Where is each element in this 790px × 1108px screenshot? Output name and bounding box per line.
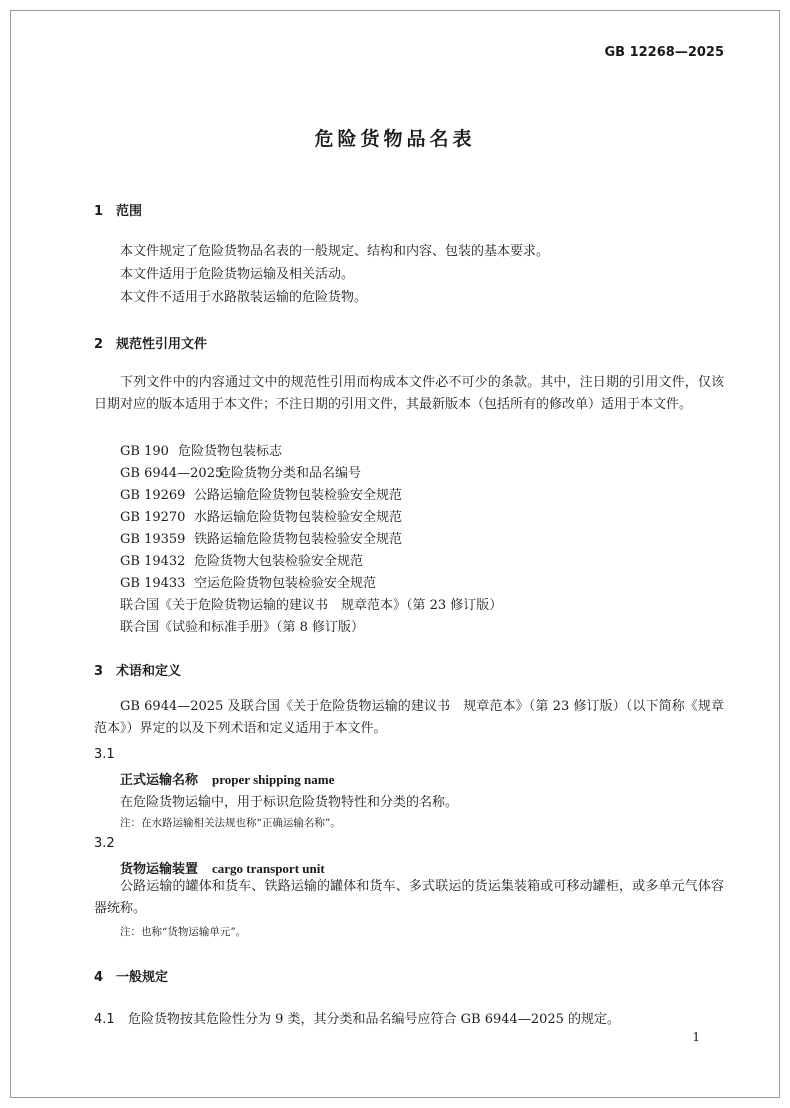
term-definition: 在危险货物运输中，用于标识危险货物特性和分类的名称。 [120,795,459,810]
reference-title: 危险货物大包装检验安全规范 [194,554,364,569]
term-note: 注：在水路运输相关法规也称“正确运输名称”。 [120,817,341,829]
section-4-heading [94,966,168,985]
reference-item [120,484,402,503]
standard-number: GB 12268—2025 [604,45,724,60]
reference-item: 联合国《试验和标准手册》（第 8 修订版） [120,620,365,635]
reference-item [120,440,282,459]
reference-code: GB 190 [120,444,169,459]
reference-item [120,506,402,525]
section-3-intro: GB 6944—2025 及联合国《关于危险货物运输的建议书 规章范本》（第 23 修订版）（以下简称《规章范本》）界定的以及下列术语和定义适用于本文件。 [94,699,724,736]
section-number: 2 [94,337,104,352]
reference-title: 危险货物包装标志 [178,444,283,459]
reference-title: 危险货物分类和品名编号 [218,466,362,481]
term-en: proper shipping name [212,772,335,787]
reference-title: 铁路运输危险货物包装检验安全规范 [194,532,403,547]
reference-code: GB 19433 [120,576,186,591]
section-2-intro: 下列文件中的内容通过文中的规范性引用而构成本文件必不可少的条款。其中，注日期的引用文件，仅该日期对应的版本适用于本文件；不注日期的引用文件，其最新版本（包括所有的修改单）适用于本文件。 [94,375,724,412]
reference-item [120,572,376,591]
term-zh: 货物运输装置 [120,862,199,877]
clause-4-1 [94,1008,620,1027]
reference-code: GB 6944—2025 [120,466,224,481]
reference-code: GB 19359 [120,532,186,547]
page-number: 1 [692,1030,700,1044]
paragraph: 本文件不适用于水路散装运输的危险货物。 [120,290,368,305]
section-number: 3 [94,664,104,679]
term-number: 3.1 [94,747,115,762]
term-heading [120,769,334,788]
section-title: 一般规定 [116,970,169,985]
paragraph: 本文件规定了危险货物品名表的一般规定、结构和内容、包装的基本要求。 [120,244,550,259]
reference-code: GB 19270 [120,510,186,525]
reference-title: 公路运输危险货物包装检验安全规范 [194,488,403,503]
reference-item [120,462,361,481]
reference-title: 空运危险货物包装检验安全规范 [194,576,377,591]
section-3-heading [94,660,181,679]
reference-item [120,550,363,569]
section-title: 术语和定义 [116,664,182,679]
term-en: cargo transport unit [212,861,325,876]
term-note: 注：也称“货物运输单元”。 [120,926,247,938]
reference-item [120,528,402,547]
section-1-heading [94,200,142,219]
section-title: 规范性引用文件 [116,337,208,352]
section-number: 4 [94,970,104,985]
reference-code: GB 19269 [120,488,186,503]
document-title: 危险货物品名表 [314,128,476,150]
term-number: 3.2 [94,836,115,851]
reference-item: 联合国《关于危险货物运输的建议书 规章范本》（第 23 修订版） [120,598,503,613]
reference-code: GB 19432 [120,554,186,569]
section-number: 1 [94,204,104,219]
term-zh: 正式运输名称 [120,773,199,788]
section-2-heading [94,333,207,352]
term-heading [120,858,325,877]
section-title: 范围 [116,204,143,219]
clause-number: 4.1 [94,1012,115,1027]
reference-title: 水路运输危险货物包装检验安全规范 [194,510,403,525]
clause-text: 危险货物按其危险性分为 9 类，其分类和品名编号应符合 GB 6944—2025 的规定。 [128,1012,621,1027]
paragraph: 本文件适用于危险货物运输及相关活动。 [120,267,355,282]
term-definition: 公路运输的罐体和货车、铁路运输的罐体和货车、多式联运的货运集装箱或可移动罐柜，或多单元气体容器统称。 [94,879,724,916]
